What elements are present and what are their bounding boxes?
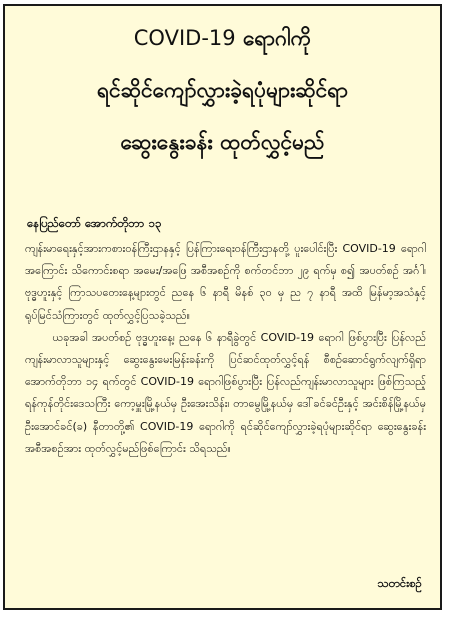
headline-line-3: ဆွေးနွေးခန်း ထုတ်လွှင့်မည် <box>120 130 325 154</box>
headline-line-2: ရင်ဆိုင်ကျော်လွှားခဲ့ရပုံများဆိုင်ရာ <box>97 78 348 102</box>
byline: သတင်းစဉ် <box>377 576 422 590</box>
headline-covid-term: COVID-19 <box>133 26 236 50</box>
headline-line-1 <box>15 12 430 64</box>
paragraph-2: ယခုအခါ အပတ်စဉ် ဗုဒ္ဓဟူးနေ့၊ ညနေ ၆ နာရီခွဲတွင် COVID-19 ရောဂါ ဖြစ်ပွားပြီး ပြန်လည်ကျန်းမာလာသူများနှင့် ဆွေးနွေးမေးမြန်းခန်းကို ပြင်ဆင်ထုတ်လွှင့်ရန် စီစဉ်ဆောင်ရွက်လျက်ရှိရာ အောက်တိုဘာ ၁၄ ရက်တွင် COVID-19 ရောဂါဖြစ်ပွားပြီး ပြန်လည်ကျန်းမာလာသူများ ဖြစ်ကြသည့် ရန်ကုန်တိုင်းဒေသကြီး ကော့မှူးမြို့နယ်မှ ဦးအေးသိန်း၊ တာမွေမြို့နယ်မှ ဒေါ်ခင်ခင်ဦးနှင့် အင်းစိန်မြို့နယ်မှ ဦးအောင်ခင်(ခ) နီတာတို့၏ COVID-19 ရောဂါကို ရင်ဆိုင်ကျော်လွှားခဲ့ရပုံများဆိုင်ရာ ဆွေးနွေးခန်းအစီအစဉ်အား ထုတ်လွှင့်မည်ဖြစ်ကြောင်း သိရသည်။ <box>25 330 426 455</box>
paragraph-1: ကျန်းမာရေးနှင့်အားကစားဝန်ကြီးဌာနနှင့် ပြန်ကြားရေးဝန်ကြီးဌာနတို့ ပူးပေါင်းပြီး COVID-19 ရောဂါအကြောင်း သိကောင်းစရာ အမေး/အဖြေ အစီအစဉ်ကို စက်တင်ဘာ ၂၉ ရက်မှ စ၍ အပတ်စဉ် အင်္ဂါ၊ ဗုဒ္ဓဟူးနှင့် ကြာသပတေးနေ့များတွင် ညနေ ၆ နာရီ မိနစ် ၃၀ မှ ည ၇ နာရီ အထိ မြန်မာ့အသံနှင့် ရုပ်မြင်သံကြားတွင် ထုတ်လွှင့်ပြသခဲ့သည်။ <box>25 242 426 322</box>
news-article-box <box>3 4 442 610</box>
headline <box>15 12 430 168</box>
headline-line-1-text: ရောဂါကို <box>242 26 312 50</box>
article-body <box>25 238 426 460</box>
dateline: နေပြည်တော် အောက်တိုဘာ ၁၃ <box>27 216 162 230</box>
